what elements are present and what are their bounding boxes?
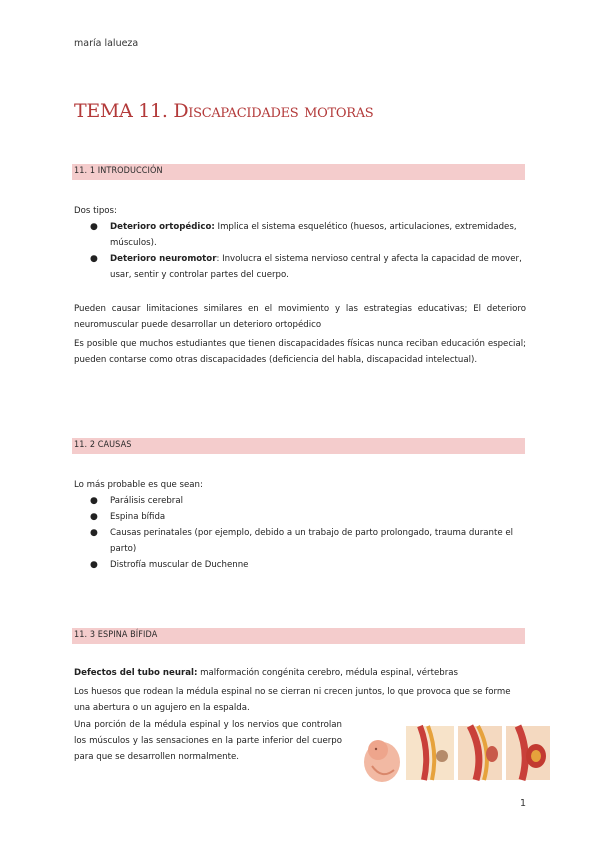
paragraph: Los huesos que rodean la médula espinal no se cierran ni crecen juntos, lo que provoca que se forme una abertura o un agujero en la espalda. — [74, 687, 511, 713]
term-label: Deterioro neuromotor — [110, 254, 217, 264]
section-heading-text: 11. 2 CAUSAS — [74, 440, 132, 450]
paragraph: Una porción de la médula espinal y los nervios que controlan los músculos y las sensaciones en la parte inferior del cuerpo para que se desarrollen normalmente. — [74, 720, 342, 762]
section-heading-causas — [72, 438, 525, 454]
section-heading-espina-bifida — [72, 628, 525, 644]
paragraph: Es posible que muchos estudiantes que tienen discapacidades físicas nunca reciban educación especial; pueden contarse como otras discapacidades (deficiencia del habla, discapacidad intelectual). — [74, 339, 526, 365]
intro-text: Dos tipos: — [74, 206, 117, 216]
list-item — [90, 509, 526, 525]
bullet-icon: ● — [90, 254, 98, 264]
paragraph: Pueden causar limitaciones similares en el movimiento y las estrategias educativas; El deterioro neuromuscular puede desarrollar un deterioro ortopédico — [74, 304, 526, 330]
term-description: malformación congénita cerebro, médula espinal, vértebras — [197, 668, 458, 678]
bullet-list-tipos — [90, 219, 526, 283]
definition-line — [74, 665, 526, 681]
list-item — [90, 219, 526, 251]
bullet-icon: ● — [90, 560, 98, 570]
cross-section-panel-2 — [458, 726, 502, 780]
cross-section-panel-3 — [506, 726, 550, 780]
spina-bifida-illustration — [360, 722, 552, 786]
cross-section-panel-1 — [406, 726, 454, 780]
page-number: 1 — [520, 798, 527, 809]
list-item-text: Causas perinatales (por ejemplo, debido a un trabajo de parto prolongado, trauma durante el parto) — [110, 528, 514, 554]
list-item-text: Espina bífida — [110, 512, 166, 522]
section-heading-text: 11. 1 INTRODUCCIÓN — [74, 166, 163, 176]
list-item-text: Distrofía muscular de Duchenne — [110, 560, 249, 570]
bullet-icon: ● — [90, 528, 98, 538]
term-description: : Involucra el sistema nervioso central y afecta la capacidad de mover, usar, sentir y controlar partes del cuerpo. — [110, 254, 522, 280]
bullet-list-causas — [90, 493, 526, 573]
bullet-icon: ● — [90, 222, 98, 232]
bullet-icon: ● — [90, 512, 98, 522]
list-item — [90, 525, 526, 557]
section-heading-text: 11. 3 ESPINA BÍFIDA — [74, 630, 158, 640]
page-title: TEMA 11. Discapacidades motoras — [74, 100, 374, 122]
intro-text: Lo más probable es que sean: — [74, 480, 203, 490]
list-item — [90, 493, 526, 509]
list-item-text: Parálisis cerebral — [110, 496, 183, 506]
list-item — [90, 251, 526, 283]
bullet-icon: ● — [90, 496, 98, 506]
term-description: Implica el sistema esquelético (huesos, articulaciones, extremidades, músculos). — [110, 222, 517, 248]
author-header: maría lalueza — [74, 38, 139, 49]
list-item — [90, 557, 526, 573]
term-label: Defectos del tubo neural: — [74, 668, 198, 678]
term-label: Deterioro ortopédico: — [110, 222, 215, 232]
section-heading-introduccion — [72, 164, 525, 180]
fetus-drawing — [364, 740, 400, 782]
